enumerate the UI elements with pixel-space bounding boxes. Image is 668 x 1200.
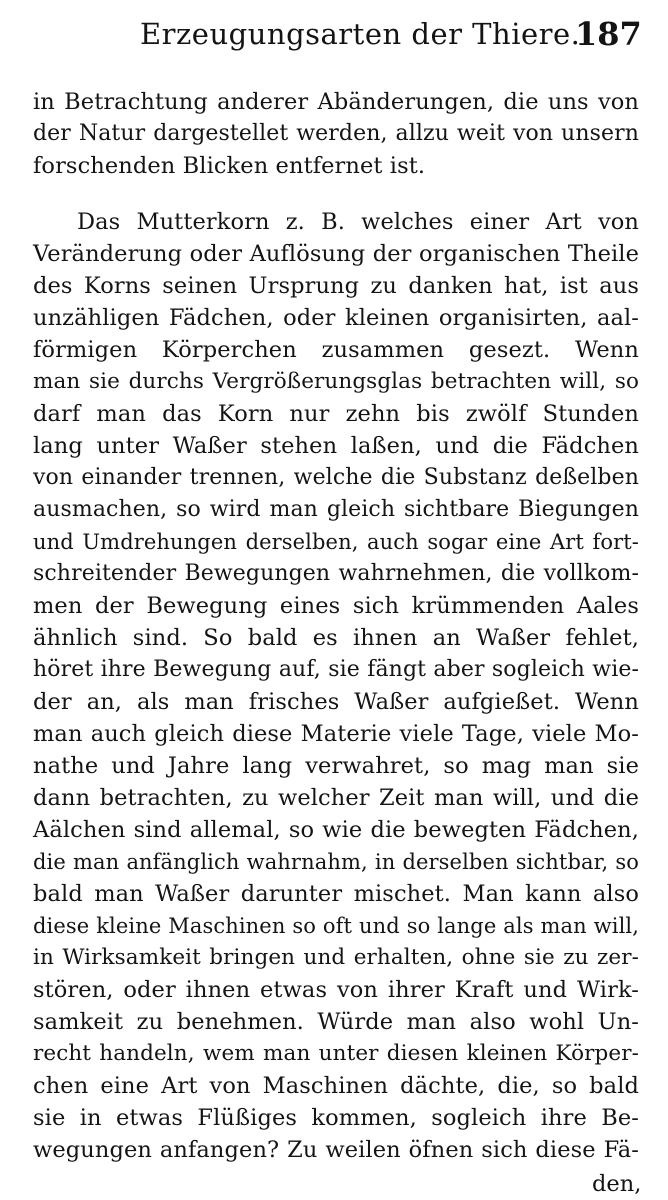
- text-line: diese kleine Maschinen so oft und so lange als man will,: [33, 914, 639, 938]
- text-line: darf man das Korn nur zehn bis zwölf Stunden: [33, 401, 639, 427]
- text-line: man auch gleich diese Materie viele Tage, viele Mo-: [33, 721, 639, 747]
- text-line: men der Bewegung eines sich krümmenden Aales: [33, 593, 639, 619]
- text-line: der Natur dargestellet werden, allzu weit von unsern: [33, 121, 639, 146]
- text-line: unzähligen Fädchen, oder kleinen organisirten, aal-: [33, 305, 639, 331]
- text-line: und Umdrehungen derselben, auch sogar eine Art fort-: [33, 530, 639, 554]
- text-line: des Korns seinen Ursprung zu danken hat, ist aus: [33, 273, 639, 299]
- text-line: lang unter Waßer stehen laßen, und die Fädchen: [33, 433, 639, 459]
- text-line: samkeit zu benehmen. Würde man also wohl Un-: [33, 1009, 639, 1035]
- text-line: stören, oder ihnen etwas von ihrer Kraft und Wirk-: [33, 977, 639, 1003]
- text-line: recht handeln, wem man unter diesen kleinen Körper-: [33, 1041, 639, 1066]
- text-line: forschenden Blicken entfernet ist.: [33, 153, 426, 179]
- running-title: Erzeugungsarten der Thiere.: [140, 17, 581, 51]
- text-line: von einander trennen, welche die Substanz deßelben: [33, 465, 639, 490]
- text-line: die man anfänglich wahrnahm, in derselben sichtbar, so: [33, 850, 639, 874]
- text-line: nathe und Jahre lang verwahret, so mag man sie: [33, 753, 639, 779]
- text-line: der an, als man frisches Waßer aufgießet. Wenn: [33, 689, 639, 715]
- catchword: den,: [592, 1171, 642, 1197]
- text-line: dann betrachten, zu welcher Zeit man will, und die: [33, 785, 639, 811]
- text-line: ähnlich sind. So bald es ihnen an Waßer fehlet,: [33, 625, 639, 651]
- text-line: man sie durchs Vergrößerungsglas betrachten will, so: [33, 369, 639, 394]
- page-number: 187: [575, 15, 642, 53]
- text-line: Aälchen sind allemal, so wie die bewegten Fädchen,: [33, 817, 639, 843]
- text-line: sie in etwas Flüßiges kommen, sogleich ihre Be-: [33, 1105, 639, 1131]
- text-line: chen eine Art von Maschinen dächte, die, so bald: [33, 1073, 639, 1099]
- text-line: förmigen Körperchen zusammen gesezt. Wenn: [33, 337, 639, 363]
- text-line: wegungen anfangen? Zu weilen öfnen sich diese Fä-: [33, 1137, 639, 1163]
- text-line: schreitender Bewegungen wahrnehmen, die vollkom-: [33, 561, 639, 586]
- text-line: ausmachen, so wird man gleich sichtbare Biegungen: [33, 497, 639, 522]
- text-line: höret ihre Bewegung auf, sie fängt aber sogleich wie-: [33, 657, 639, 682]
- text-line: bald man Waßer darunter mischet. Man kann also: [33, 881, 639, 907]
- text-line: in Betrachtung anderer Abänderungen, die uns von: [33, 89, 639, 115]
- text-line: in Wirksamkeit bringen und erhalten, ohne sie zu zer-: [33, 945, 639, 970]
- text-line: Das Mutterkorn z. B. welches einer Art von: [77, 209, 639, 235]
- text-line: Veränderung oder Auflösung der organischen Theile: [33, 241, 639, 267]
